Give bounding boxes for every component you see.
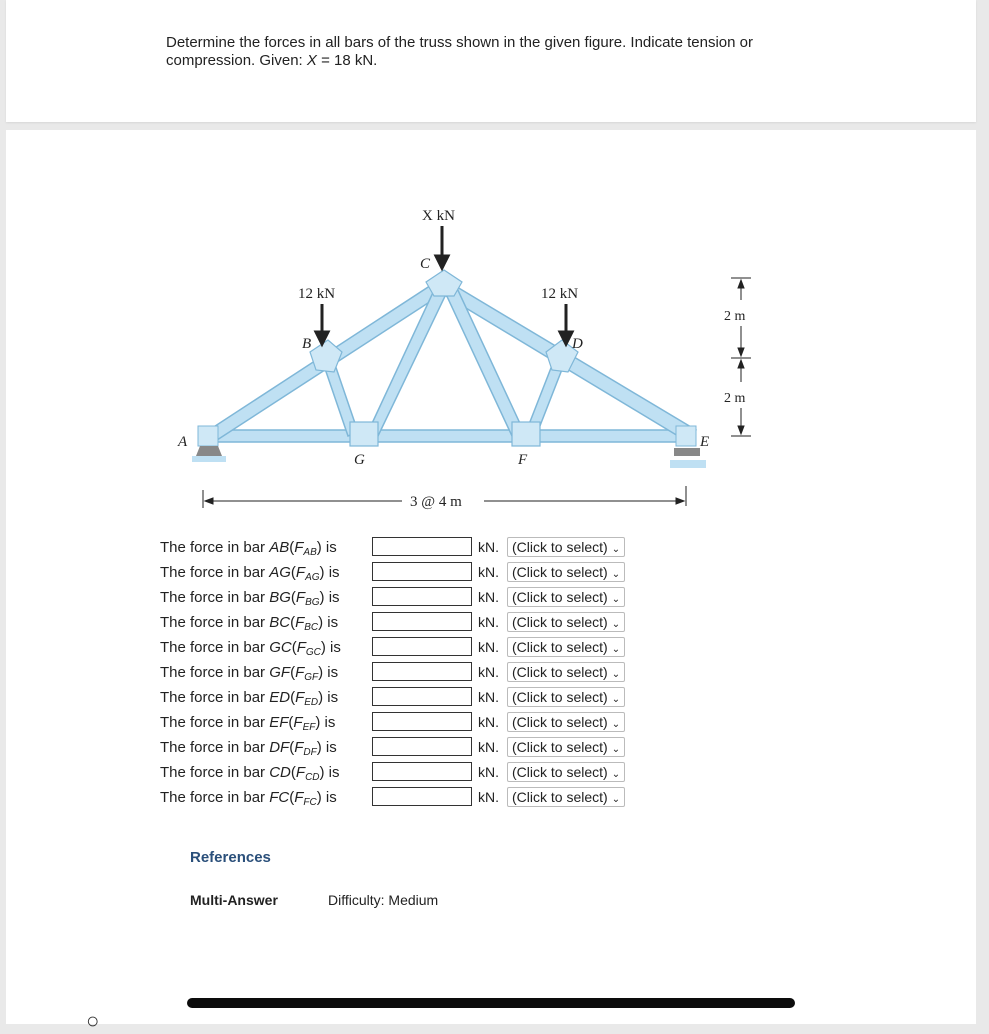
load-label-c: X kN <box>422 208 455 224</box>
unit-label: kN. <box>478 664 499 680</box>
tension-compression-select[interactable]: (Click to select) ⌄ <box>507 687 625 707</box>
question-card <box>6 0 976 122</box>
row-label: The force in bar $GC(F_{GC})$ is <box>160 639 341 658</box>
unit-label: kN. <box>478 639 499 655</box>
force-input[interactable] <box>372 587 472 606</box>
force-input[interactable] <box>372 562 472 581</box>
unit-label: kN. <box>478 564 499 580</box>
force-input[interactable] <box>372 787 472 806</box>
force-input[interactable] <box>372 737 472 756</box>
force-input[interactable] <box>372 537 472 556</box>
chevron-down-icon: ⌄ <box>611 569 621 580</box>
unit-label: kN. <box>478 539 499 555</box>
height-label-top: 2 m <box>724 309 746 324</box>
tension-compression-select[interactable]: (Click to select) ⌄ <box>507 637 625 657</box>
force-input[interactable] <box>372 612 472 631</box>
node-label-d: D <box>572 336 583 352</box>
tension-compression-select[interactable]: (Click to select) ⌄ <box>507 762 625 782</box>
unit-label: kN. <box>478 614 499 630</box>
difficulty: Difficulty: Medium <box>328 892 439 908</box>
height-label-bottom: 2 m <box>724 391 746 406</box>
load-label-b: 12 kN <box>298 286 336 302</box>
var-x: X <box>306 52 317 69</box>
row-label: The force in bar $DF(F_{DF})$ is <box>160 739 337 758</box>
question-text: Determine the forces in all bars of the truss shown in the given figure. Indicate tension or compression. Given: X = 18 kN. <box>166 34 753 69</box>
force-input[interactable] <box>372 687 472 706</box>
chevron-down-icon: ⌄ <box>611 619 621 630</box>
row-label: The force in bar $EF(F_{EF})$ is <box>160 714 336 733</box>
row-label: The force in bar $FC(F_{FC})$ is <box>160 789 337 808</box>
member-bottom-chord <box>202 430 694 442</box>
truss-members <box>202 278 696 442</box>
chevron-down-icon: ⌄ <box>611 769 621 780</box>
unit-label: kN. <box>478 789 499 805</box>
gusset-b <box>310 340 342 372</box>
row-label: The force in bar $BC(F_{BC})$ is <box>160 614 339 633</box>
node-label-b: B <box>302 336 312 352</box>
tension-compression-select[interactable]: (Click to select) ⌄ <box>507 537 625 557</box>
span-label: 3 @ 4 m <box>410 494 462 510</box>
truss-figure <box>6 130 976 520</box>
scrollbar[interactable] <box>187 998 795 1008</box>
chevron-down-icon: ⌄ <box>611 719 621 730</box>
height-dimension <box>731 278 751 436</box>
load-label-d: 12 kN <box>541 286 579 302</box>
unit-label: kN. <box>478 689 499 705</box>
unit-label: kN. <box>478 714 499 730</box>
chevron-down-icon: ⌄ <box>611 694 621 705</box>
row-label: The force in bar $GF(F_{GF})$ is <box>160 664 339 683</box>
tension-compression-select[interactable]: (Click to select) ⌄ <box>507 562 625 582</box>
load-arrowhead-c <box>436 256 448 268</box>
chevron-down-icon: ⌄ <box>611 744 621 755</box>
gusset-c <box>426 270 462 296</box>
force-input[interactable] <box>372 662 472 681</box>
chevron-down-icon: ⌄ <box>611 794 621 805</box>
node-label-f: F <box>518 452 528 468</box>
tension-compression-select[interactable]: (Click to select) ⌄ <box>507 662 625 682</box>
tension-compression-select[interactable]: (Click to select) ⌄ <box>507 787 625 807</box>
node-label-g: G <box>354 452 365 468</box>
tension-compression-select[interactable]: (Click to select) ⌄ <box>507 712 625 732</box>
force-input[interactable] <box>372 762 472 781</box>
chevron-down-icon: ⌄ <box>611 544 621 555</box>
unit-label: kN. <box>478 739 499 755</box>
node-label-c: C <box>420 256 431 272</box>
chevron-down-icon: ⌄ <box>611 669 621 680</box>
chevron-down-icon: ⌄ <box>611 594 621 605</box>
unit-label: kN. <box>478 589 499 605</box>
gusset-f <box>512 422 540 446</box>
chevron-down-icon: ⌄ <box>611 644 621 655</box>
references-link[interactable]: References <box>190 849 271 866</box>
node-label-e: E <box>700 434 710 450</box>
corner-glyph: ○ <box>86 1008 100 1033</box>
row-label: The force in bar $AG(F_{AG})$ is <box>160 564 340 583</box>
row-label: The force in bar $BG(F_{BG})$ is <box>160 589 340 608</box>
tension-compression-select[interactable]: (Click to select) ⌄ <box>507 737 625 757</box>
gusset-g <box>350 422 378 446</box>
tension-compression-select[interactable]: (Click to select) ⌄ <box>507 612 625 632</box>
row-label: The force in bar $ED(F_{ED})$ is <box>160 689 339 708</box>
force-input[interactable] <box>372 637 472 656</box>
row-label: The force in bar $CD(F_{CD})$ is <box>160 764 340 783</box>
force-input[interactable] <box>372 712 472 731</box>
question-type: Multi-Answer <box>190 892 278 908</box>
tension-compression-select[interactable]: (Click to select) ⌄ <box>507 587 625 607</box>
unit-label: kN. <box>478 764 499 780</box>
node-label-a: A <box>178 434 188 450</box>
row-label: The force in bar $AB(F_{AB})$ is <box>160 539 337 558</box>
